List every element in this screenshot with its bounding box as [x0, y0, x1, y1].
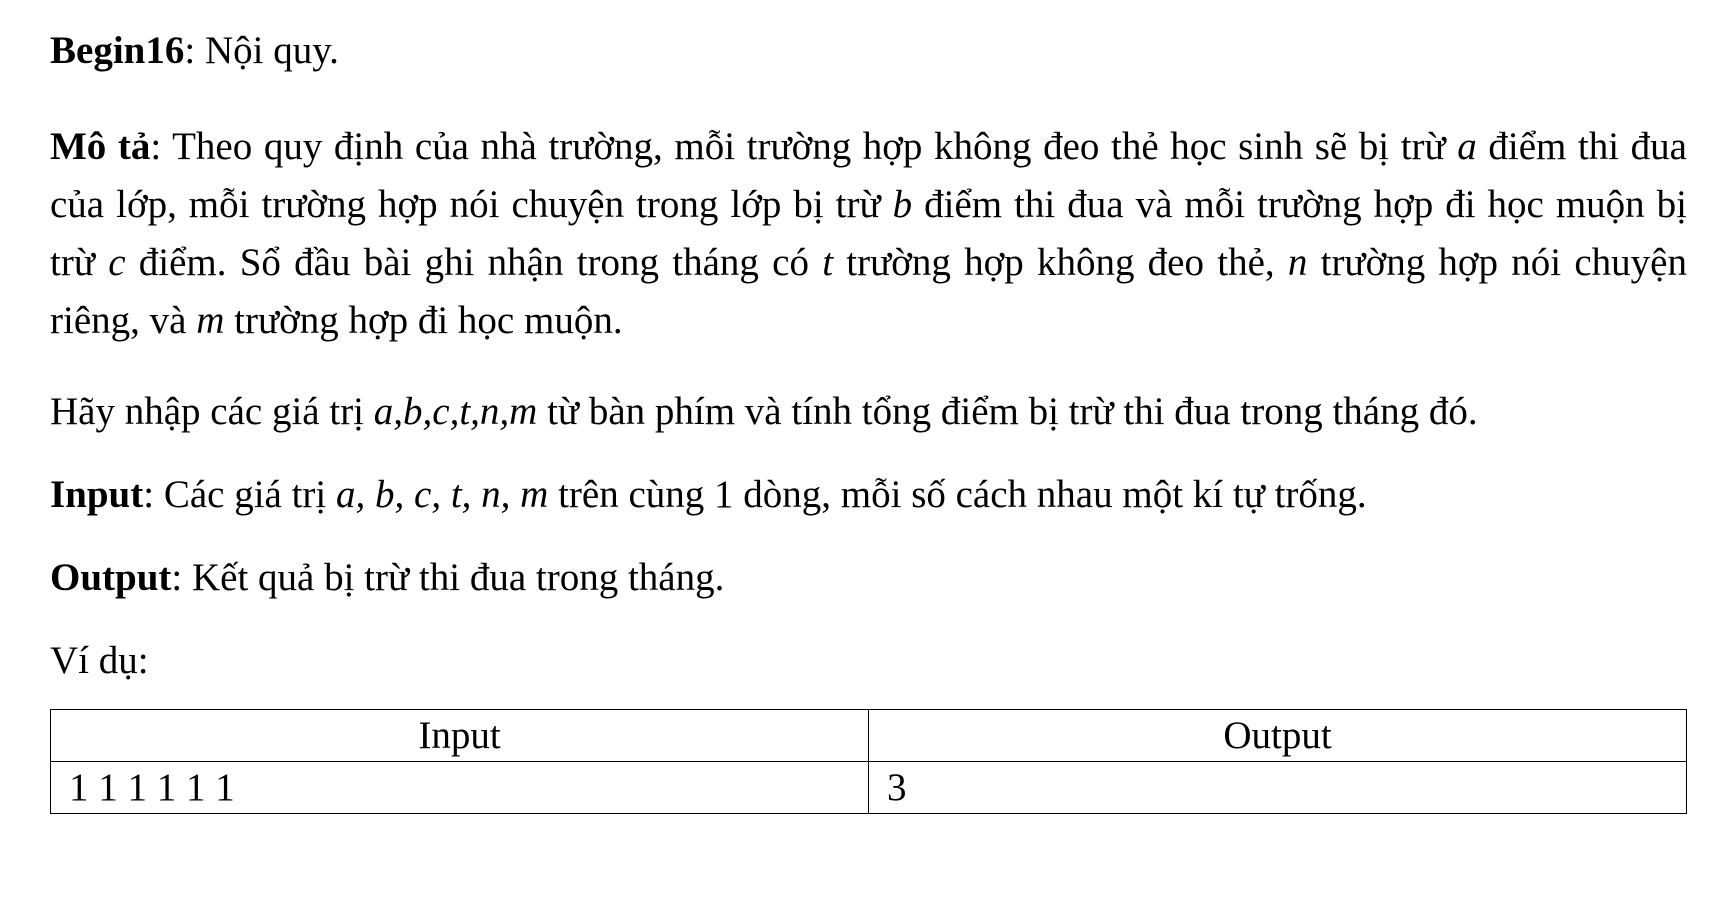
description-label: Mô tả	[50, 125, 151, 168]
input-label: Input	[50, 473, 144, 516]
example-input-cell: 1 1 1 1 1 1	[51, 762, 869, 814]
variable-a: a	[1457, 125, 1477, 168]
variable-m: m	[196, 299, 225, 342]
example-output-cell: 3	[869, 762, 1687, 814]
task-text: từ bàn phím và tính tổng điểm bị trừ thi đua trong tháng đó.	[537, 390, 1478, 433]
task-variables: a,b,c,t,n,m	[373, 390, 538, 433]
description-paragraph	[50, 118, 1687, 350]
output-spec	[50, 549, 1687, 607]
example-label: Ví dụ:	[50, 639, 149, 682]
input-text: trên cùng 1 dòng, mỗi số cách nhau một kí tự trống.	[548, 473, 1367, 516]
variable-t: t	[822, 241, 834, 284]
problem-name: : Nội quy.	[184, 29, 339, 72]
example-header-input: Input	[51, 710, 869, 762]
example-table-header-row	[51, 710, 1687, 762]
task-text: Hãy nhập các giá trị	[50, 390, 374, 433]
variable-c: c	[108, 241, 126, 284]
task-paragraph	[50, 383, 1687, 441]
description-text: điểm thi đua và mỗi trường hợp đi học muộn bị trừ	[50, 183, 1687, 284]
input-text: : Các giá trị	[143, 473, 337, 516]
description-text: trường hợp đi học muộn.	[224, 299, 623, 342]
problem-code: Begin16	[50, 29, 185, 72]
problem-statement	[50, 22, 1687, 814]
input-spec	[50, 466, 1687, 524]
input-variables: a, b, c, t, n, m	[336, 473, 549, 516]
description-text: trường hợp nói chuyện riêng, và	[50, 241, 1687, 342]
output-label: Output	[50, 556, 172, 599]
description-text: trường hợp không đeo thẻ,	[833, 241, 1288, 284]
problem-title	[50, 22, 1687, 80]
description-text: điểm thi đua của lớp, mỗi trường hợp nói chuyện trong lớp bị trừ	[50, 125, 1687, 226]
table-row	[51, 762, 1687, 814]
description-text: : Theo quy định của nhà trường, mỗi trường hợp không đeo thẻ học sinh sẽ bị trừ	[150, 125, 1458, 168]
variable-b: b	[892, 183, 913, 226]
example-header-output: Output	[869, 710, 1687, 762]
example-table	[50, 709, 1687, 814]
variable-n: n	[1287, 241, 1308, 284]
output-text: : Kết quả bị trừ thi đua trong tháng.	[171, 556, 725, 599]
description-text: điểm. Sổ đầu bài ghi nhận trong tháng có	[125, 241, 823, 284]
